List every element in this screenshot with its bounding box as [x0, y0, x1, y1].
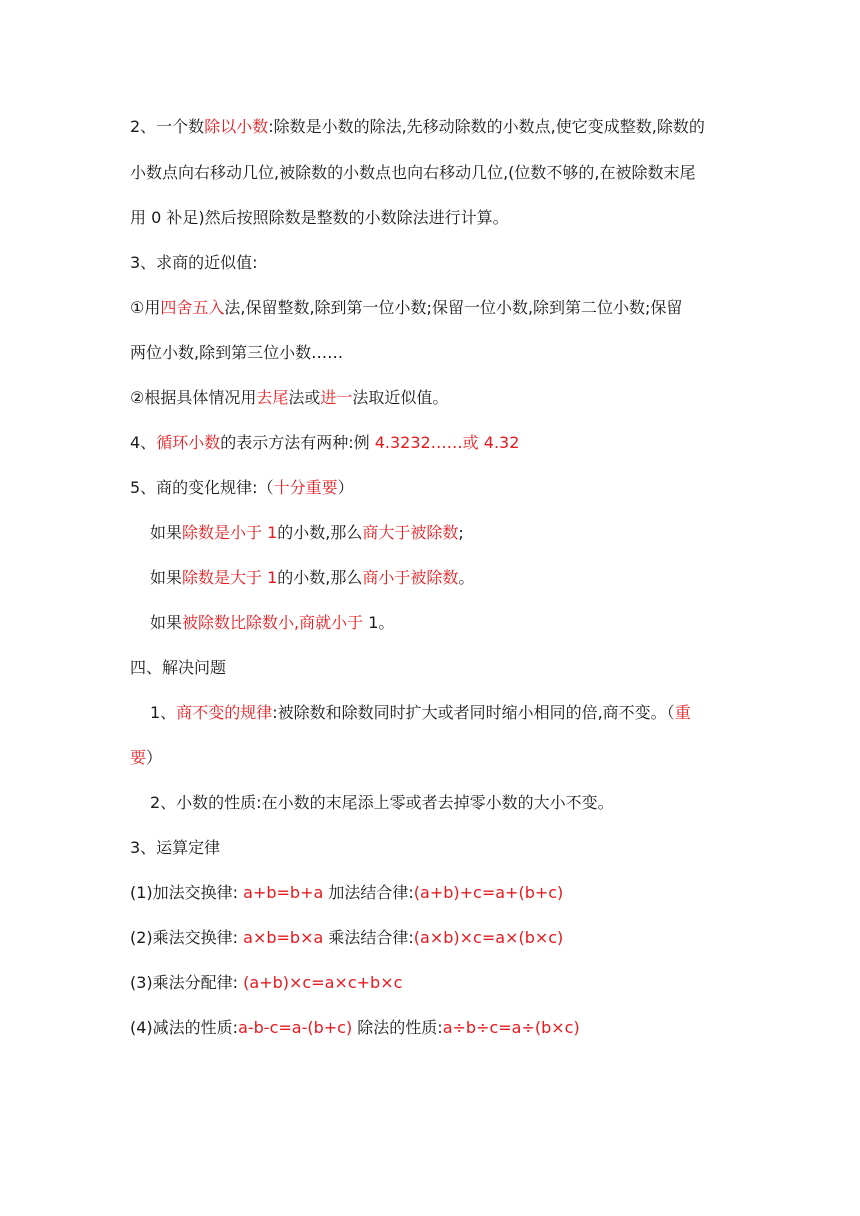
text: (4)减法的性质: — [130, 1018, 239, 1037]
highlight-text: 商不变的规律 — [176, 703, 273, 722]
text: 法或 — [288, 388, 321, 407]
text: 的表示方法有两种:例 — [220, 433, 375, 452]
text: 3、运算定律 — [130, 838, 221, 857]
paragraph-divide-by-decimal-line2 — [130, 162, 740, 184]
text: ） — [337, 478, 354, 497]
law-distributive — [130, 972, 740, 994]
formula: a÷b÷c=a÷(b×c) — [442, 1018, 580, 1037]
text: 加法结合律: — [323, 883, 414, 902]
text: :被除数和除数同时扩大或者同时缩小相同的倍,商不变。（ — [272, 703, 675, 722]
paragraph-divide-by-decimal-line3 — [130, 207, 740, 229]
text: (1)加法交换律: — [130, 883, 244, 902]
highlight-text: 循环小数 — [156, 433, 221, 452]
highlight-text: 商大于被除数 — [362, 523, 459, 542]
rule-divisor-less-than-one — [150, 522, 760, 544]
highlight-text: 进一 — [320, 388, 353, 407]
heading-quotient-change-rule — [130, 477, 740, 499]
formula: a+b=b+a — [243, 883, 324, 902]
rule-divisor-greater-than-one — [150, 567, 760, 589]
paragraph-truncation — [130, 387, 740, 409]
formula: (a×b)×c=a×(b×c) — [413, 928, 564, 947]
highlight-text: 除数是大于 1 — [182, 568, 278, 587]
heading-approximate-quotient — [130, 252, 740, 274]
text: 2、小数的性质:在小数的末尾添上零或者去掉零小数的大小不变。 — [150, 793, 614, 812]
law-multiplication — [130, 927, 740, 949]
text: 5、商的变化规律:（ — [130, 478, 274, 497]
text: ; — [458, 523, 464, 542]
text: 除法的性质: — [352, 1018, 443, 1037]
text: (2)乘法交换律: — [130, 928, 244, 947]
highlight-text: 除数是小于 1 — [182, 523, 278, 542]
text: 法,保留整数,除到第一位小数;保留一位小数,除到第二位小数;保留 — [224, 298, 683, 317]
highlight-text: 去尾 — [256, 388, 289, 407]
text: 两位小数,除到第三位小数…… — [130, 343, 344, 362]
text: 1。 — [363, 613, 395, 632]
paragraph-divide-by-decimal-line1 — [130, 116, 740, 138]
text: ①用 — [130, 298, 161, 317]
paragraph-rounding-line1 — [130, 297, 740, 319]
text: 四、解决问题 — [130, 658, 227, 677]
paragraph-decimal-property — [150, 792, 760, 814]
law-subtraction-division — [130, 1017, 740, 1039]
text: 的小数,那么 — [277, 568, 363, 587]
text: 乘法结合律: — [323, 928, 414, 947]
text: 法取近似值。 — [352, 388, 449, 407]
paragraph-quotient-invariance-line2 — [130, 747, 740, 769]
highlight-text: 十分重要 — [273, 478, 338, 497]
text: (3)乘法分配律: — [130, 973, 244, 992]
highlight-text: 商小于被除数 — [362, 568, 459, 587]
paragraph-rounding-line2 — [130, 342, 740, 364]
paragraph-recurring-decimal — [130, 432, 740, 454]
heading-operation-laws — [130, 837, 740, 859]
text: 。 — [458, 568, 475, 587]
highlight-text: 要 — [130, 748, 147, 767]
text: ） — [146, 748, 163, 767]
highlight-text: 重 — [674, 703, 691, 722]
highlight-text: 除以小数 — [204, 117, 269, 136]
text: 如果 — [150, 613, 183, 632]
text: 3、求商的近似值: — [130, 253, 258, 272]
law-addition — [130, 882, 740, 904]
text: 2、一个数 — [130, 117, 205, 136]
text: 用 0 补足)然后按照除数是整数的小数除法进行计算。 — [130, 208, 509, 227]
text: ②根据具体情况用 — [130, 388, 257, 407]
text: 4、 — [130, 433, 157, 452]
highlight-text: 四舍五入 — [160, 298, 225, 317]
text: 如果 — [150, 523, 183, 542]
text: 1、 — [150, 703, 177, 722]
formula: a-b-c=a-(b+c) — [238, 1018, 353, 1037]
formula: a×b=b×a — [243, 928, 324, 947]
text: :除数是小数的除法,先移动除数的小数点,使它变成整数,除数的 — [268, 117, 705, 136]
section-heading-problem-solving — [130, 657, 740, 679]
highlight-text: 4.3232……或 4.32 — [374, 433, 520, 452]
text: 的小数,那么 — [277, 523, 363, 542]
formula: (a+b)×c=a×c+b×c — [243, 973, 403, 992]
text: 如果 — [150, 568, 183, 587]
paragraph-quotient-invariance-line1 — [150, 702, 760, 724]
formula: (a+b)+c=a+(b+c) — [413, 883, 564, 902]
rule-dividend-smaller — [150, 612, 760, 634]
highlight-text: 被除数比除数小,商就小于 — [182, 613, 364, 632]
text: 小数点向右移动几位,被除数的小数点也向右移动几位,(位数不够的,在被除数末尾 — [130, 163, 696, 182]
